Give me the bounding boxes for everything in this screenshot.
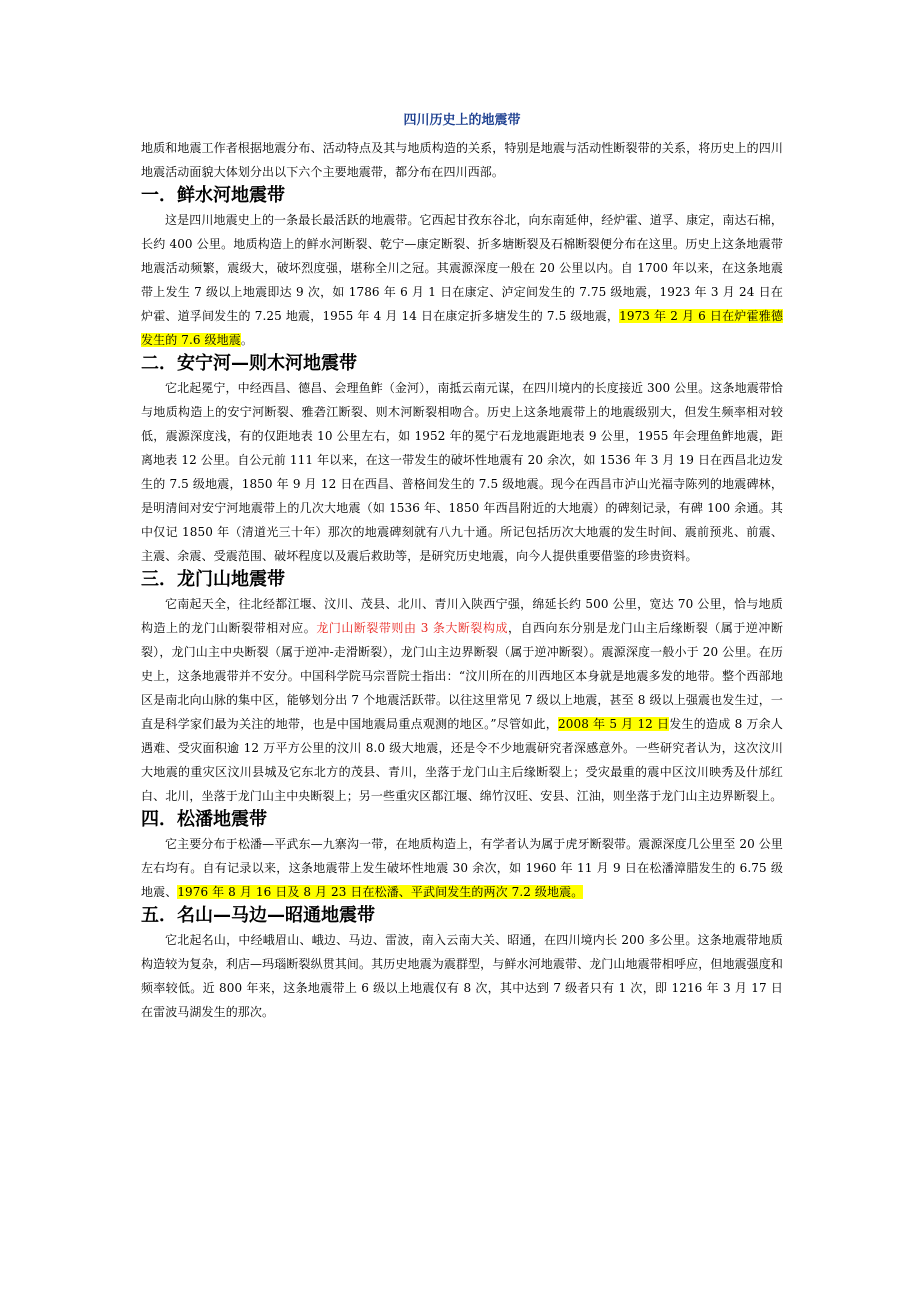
- section-2-paragraph: 它北起冕宁，中经西昌、德昌、会理鱼鲊（金河），南抵云南元谋，在四川境内的长度接近 300 公里。这条地震带恰与地质构造上的安宁河断裂、雅砻江断裂、则木河断裂相吻合。历史上这条地震带上的地震级别大，但发生频率相对较低，震源深度浅，有的仅距地表 10 公里左右，如 1952 年的冕宁石龙地震距地表 9 公里，1955 年会理鱼鲊地震，距离地表 12 公里。自公元前 111 年以来，在这一带发生的破坏性地震有 20 余次，如 1536 年 3 月 19 日在西昌北边发生的 7.5 级地震，1850 年 9 月 12 日在西昌、普格间发生的 7.5 级地震。现今在西昌市泸山光福寺陈列的地震碑林，是明清间对安宁河地震带上的几次大地震（如 1536 年、1850 年西昌附近的大地震）的碑刻记录，有碑 100 余通。其中仅记 1850 年（清道光三十年）那次的地震碑刻就有八九十通。所记包括历次大地震的发生时间、震前预兆、前震、主震、余震、受震范围、破坏程度以及震后救助等，是研究历史地震，向今人提供重要借鉴的珍贵资料。: [141, 381, 783, 563]
- document-title: 四川历史上的地震带: [403, 113, 521, 128]
- section-1-text-end: 。: [240, 333, 253, 347]
- section-5-paragraph: 它北起名山，中经峨眉山、峨边、马边、雷波，南入云南大关、昭通，在四川境内长 200 多公里。这条地震带地质构造较为复杂，利店—玛瑙断裂纵贯其间。其历史地震为震群型，与鲜水河地震带、龙门山地震带相呼应，但地震强度和频率较低。近 800 年来，这条地震带上 6 级以上地震仅有 8 次，其中达到 7 级者只有 1 次，即 1216 年 3 月 17 日在雷波马湖发生的那次。: [141, 933, 783, 1019]
- section-4-text: 它主要分布于松潘—平武东—九寨沟一带，在地质构造上，有学者认为属于虎牙断裂带。震源深度几公里至 20 公里左右均有。自有记录以来，这条地震带上发生破坏性地震 30 余次，如 1960 年 11 月 9 日在松潘漳腊发生的 6.75 级地震、: [141, 837, 783, 899]
- highlighted-text: 1976 年 8 月 16 日及 8 月 23 日在松潘、平武间发生的两次 7.2 级地震。: [177, 885, 584, 899]
- highlighted-text: 2008 年 5 月 12 日: [558, 717, 670, 731]
- section-heading-2: 二．安宁河—则木河地震带: [141, 353, 357, 374]
- section-3-text-3: 发生的造成 8 万余人遇难、受灾面积逾 12 万平方公里的汶川 8.0 级大地震，还是令不少地震研究者深感意外。一些研究者认为，这次汶川大地震的重灾区汶川县城及它东北方的茂县、青川，坐落于龙门山主后缘断裂上；受灾最重的震中区汶川映秀及什邡红白、北川，坐落于龙门山主中央断裂上；另一些重灾区都江堰、绵竹汉旺、安县、江油，则坐落于龙门山主边界断裂上。: [141, 717, 783, 803]
- section-heading-5: 五．名山—马边—昭通地震带: [141, 905, 375, 926]
- section-3-text-2: ，自西向东分别是龙门山主后缘断裂（属于逆冲断裂），龙门山主中央断裂（属于逆冲-走滑断裂），龙门山主边界断裂（属于逆冲断裂）。震源深度一般小于 20 公里。在历史上，这条地震带并不安分。中国科学院马宗晋院士指出：“汶川所在的川西地区本身就是地震多发的地带。整个西部地区是南北向山脉的集中区，能够划分出 7 个地震活跃带。以往这里常见 7 级以上地震，甚至 8 级以上强震也发生过，一直是科学家们最为关注的地带，也是中国地震局重点观测的地区。”尽管如此，: [141, 621, 784, 731]
- section-heading-1: 一．鲜水河地震带: [141, 185, 285, 206]
- section-1-paragraph: [141, 208, 783, 352]
- red-text: 龙门山断裂带则由 3 条大断裂构成: [316, 621, 508, 635]
- section-1-text: 这是四川地震史上的一条最长最活跃的地震带。它西起甘孜东谷北，向东南延伸，经炉霍、道孚、康定，南达石棉，长约 400 公里。地质构造上的鲜水河断裂、乾宁—康定断裂、折多塘断裂及石棉断裂便分布在这里。历史上这条地震带地震活动频繁，震级大，破坏烈度强，堪称全川之冠。其震源深度一般在 20 公里以内。自 1700 年以来，在这条地震带上发生 7 级以上地震即达 9 次，如 1786 年 6 月 1 日在康定、泸定间发生的 7.75 级地震，1923 年 3 月 24 日在炉霍、道孚间发生的 7.25 地震，1955 年 4 月 14 日在康定折多塘发生的 7.5 级地震，: [141, 213, 783, 323]
- document-page: [141, 112, 783, 1024]
- section-heading-4: 四．松潘地震带: [141, 809, 267, 830]
- section-heading-3: 三．龙门山地震带: [141, 569, 285, 590]
- highlighted-text: 1973 年 2 月 6 日在炉霍雅德发生的 7.6 级地震: [141, 309, 783, 347]
- intro-paragraph: 地质和地震工作者根据地震分布、活动特点及其与地质构造的关系，特别是地震与活动性断裂带的关系，将历史上的四川地震活动面貌大体划分出以下六个主要地震带，都分布在四川西部。: [141, 141, 783, 179]
- section-3-text: 它南起天全，往北经都江堰、汶川、茂县、北川、青川入陕西宁强，绵延长约 500 公里，宽达 70 公里，恰与地质构造上的龙门山断裂带相对应。: [141, 597, 783, 635]
- section-3-paragraph: [141, 592, 783, 808]
- section-4-paragraph: [141, 832, 783, 904]
